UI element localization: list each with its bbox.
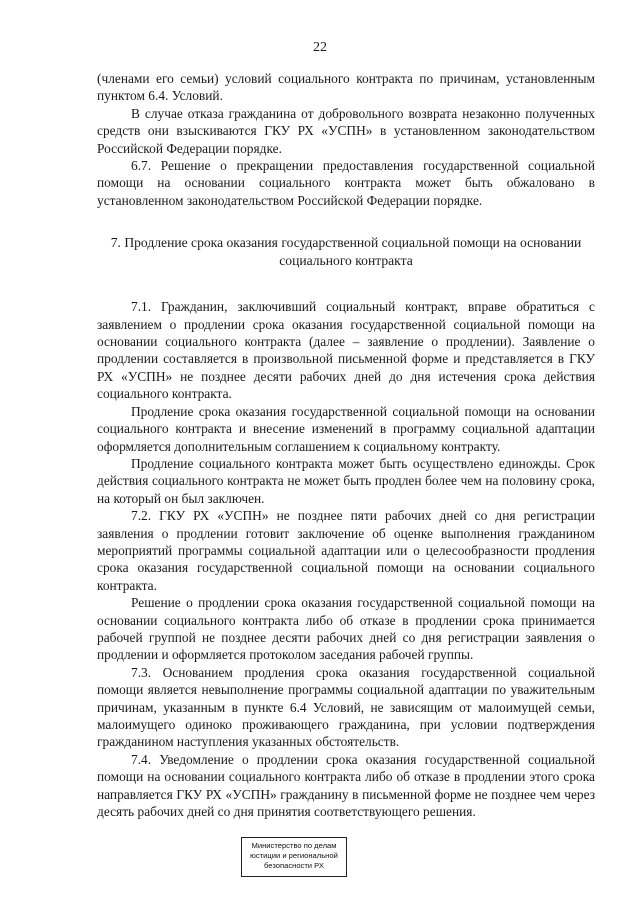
page-number: 22 (313, 40, 327, 55)
paragraph-7-3: 7.3. Основанием продления срока оказания государственной социальной помощи является невыполнение программы социальной адаптации по уважительным причинам, указанным в пункте 6.4 Условий, не зависящим от малоимущей семьи, малоимущего одиноко проживающего гражданина, при условии подтверждения гражданином наступления указанных обстоятельств. (97, 664, 595, 750)
paragraph-7-1: 7.1. Гражданин, заключивший социальный контракт, вправе обратиться с заявлением о продлении срока оказания государственной социальной помощи на основании социального контракта (далее – заявление о продлении). Заявление о продлении составляется в произвольной письменной форме и представляется в ГКУ РХ «УСПН» не позднее десяти рабочих дней до дня истечения срока действия социального контракта. (97, 299, 595, 402)
stamp-line-3: безопасности РХ (264, 861, 324, 870)
paragraph-extension-once: Продление социального контракта может быть осуществлено единожды. Срок действия социального контракта не может быть продлен более чем на половину срока, на который он был заключен. (97, 455, 595, 506)
paragraph-extension-agreement: Продление срока оказания государственной социальной помощи на основании социального контракта и внесение изменений в программу социальной адаптации оформляется дополнительным соглашением к социальному контракту. (97, 403, 595, 454)
paragraph-refund: В случае отказа гражданина от добровольного возврата незаконно полученных средств они взыскиваются ГКУ РХ «УСПН» в установленном законодательством Российской Федерации порядке. (97, 105, 595, 156)
stamp-line-1: Министерство по делам (251, 841, 337, 850)
section-heading: 7. Продление срока оказания государственной социальной помощи на основании социального контракта (110, 235, 582, 269)
ministry-stamp (241, 837, 347, 877)
paragraph-7-4: 7.4. Уведомление о продлении срока оказания государственной социальной помощи на основании социального контракта либо об отказе в продлении этого срока направляется ГКУ РХ «УСПН» гражданину в письменной форме не позднее чем через десять рабочих дней со дня принятия соответствующего решения. (97, 751, 595, 820)
paragraph-6-7: 6.7. Решение о прекращении предоставления государственной социальной помощи на основании социального контракта может быть обжаловано в установленном законодательством Российской Федерации порядке. (97, 158, 595, 208)
document-body (97, 70, 595, 820)
paragraph-continuation: (членами его семьи) условий социального контракта по причинам, установленным пунктом 6.4. Условий. (97, 71, 595, 104)
paragraph-decision: Решение о продлении срока оказания государственной социальной помощи на основании социального контракта либо об отказе в продлении срока принимается рабочей группой не позднее десяти рабочих дней со дня регистрации заявления о продлении и оформляется протоколом заседания рабочей группы. (97, 595, 595, 663)
stamp-line-2: юстиции и региональной (250, 851, 338, 860)
paragraph-7-2: 7.2. ГКУ РХ «УСПН» не позднее пяти рабочих дней со дня регистрации заявления о продлении готовит заключение об оценке выполнения гражданином мероприятий программы социальной адаптации или о целесообразности продления срока оказания государственной социальной помощи на основании социального контракта. (97, 508, 595, 593)
